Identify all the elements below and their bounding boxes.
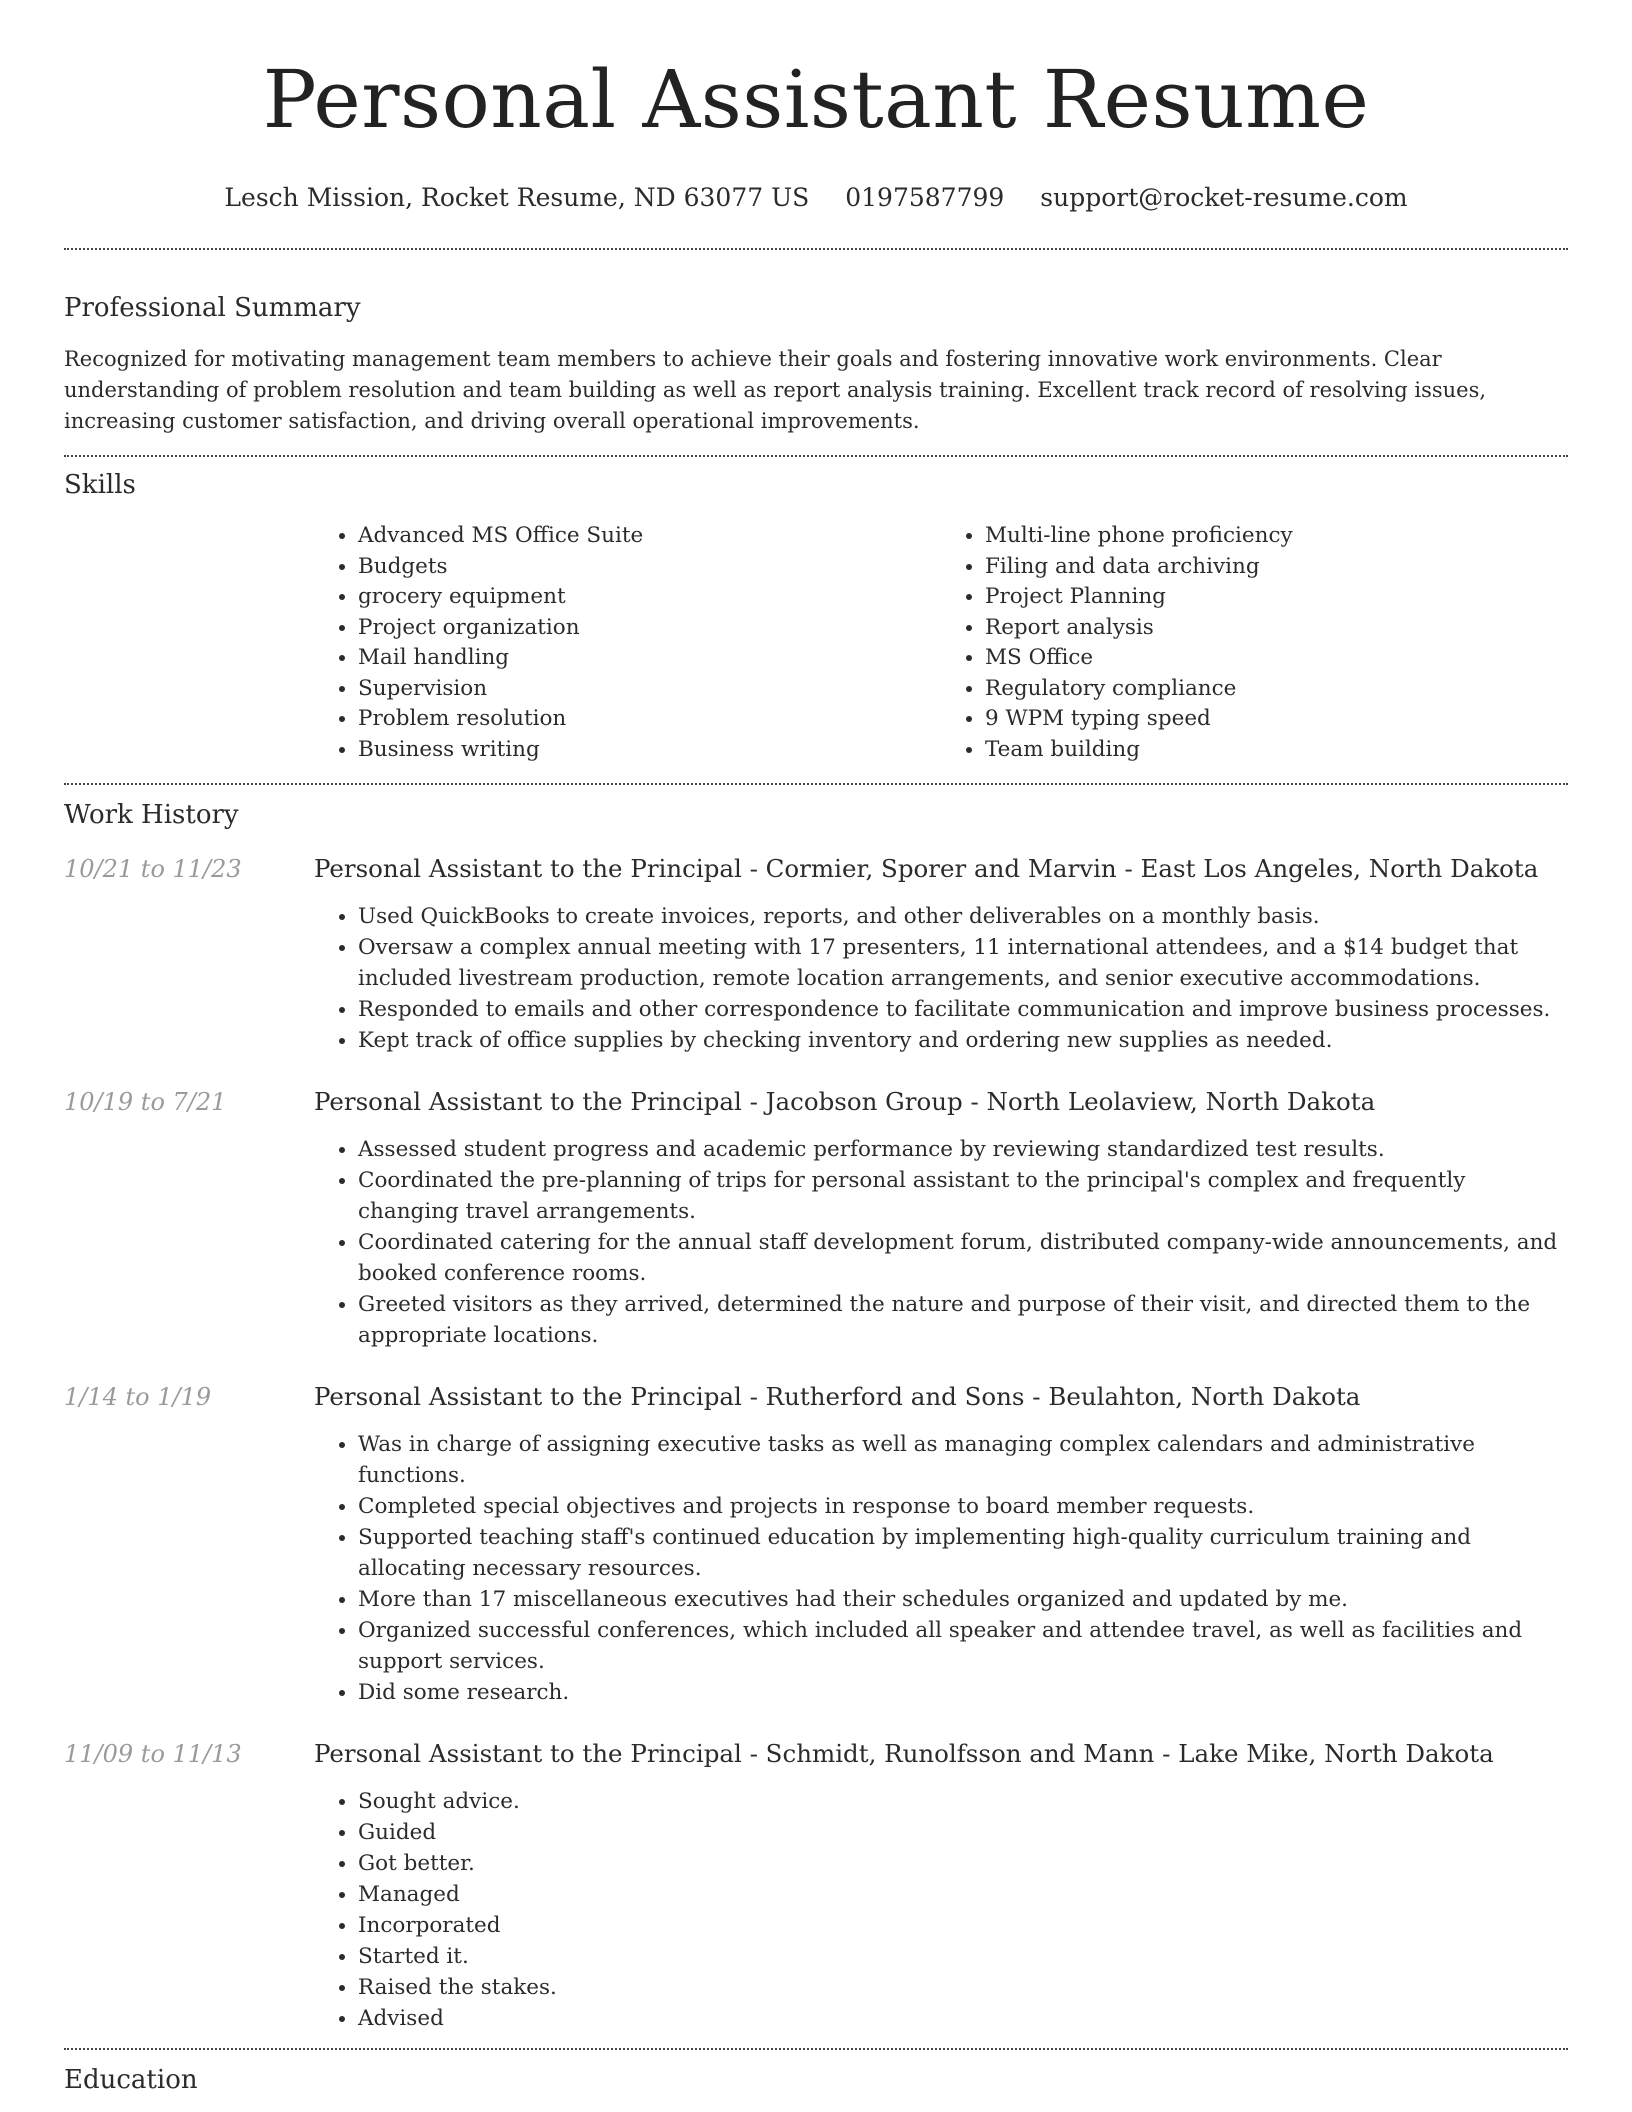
job-details <box>314 1381 1568 1708</box>
list-item: • Coordinated catering for the annual staff development forum, distributed company-wide announcements, and booked conference rooms. <box>358 1227 1568 1289</box>
list-item: • Kept track of office supplies by checking inventory and ordering new supplies as needed. <box>358 1025 1568 1056</box>
list-item: • Sought advice. <box>358 1786 1568 1817</box>
list-item: • Greeted visitors as they arrived, determined the nature and purpose of their visit, and directed them to the appropriate locations. <box>358 1289 1568 1351</box>
job-title: Personal Assistant to the Principal - Rutherford and Sons - Beulahton, North Dakota <box>314 1382 1361 1411</box>
contact-line <box>64 182 1568 214</box>
list-item: • Mail handling <box>358 643 941 674</box>
section-divider <box>64 783 1568 785</box>
job-bullets <box>314 901 1568 1056</box>
job-entry <box>64 853 1568 1056</box>
list-item: • Completed special objectives and projects in response to board member requests. <box>358 1491 1568 1522</box>
list-item: • Managed <box>358 1879 1568 1910</box>
list-item: • grocery equipment <box>358 582 941 613</box>
list-item: • More than 17 miscellaneous executives had their schedules organized and updated by me. <box>358 1584 1568 1615</box>
list-item: • Supported teaching staff's continued education by implementing high-quality curriculum training and allocating necessary resources. <box>358 1522 1568 1584</box>
list-item: • Responded to emails and other correspondence to facilitate communication and improve business processes. <box>358 994 1568 1025</box>
job-title: Personal Assistant to the Principal - Cormier, Sporer and Marvin - East Los Angeles, North Dakota <box>314 854 1539 883</box>
work-history-list <box>64 853 1568 2034</box>
summary-text: Recognized for motivating management team members to achieve their goals and fostering innovative work environments. Clear understanding of problem resolution and team building as well as report analysis training. Excellent track record of resolving issues, increasing customer satisfaction, and driving overall operational improvements. <box>64 347 1487 433</box>
job-dates: 10/21 to 11/23 <box>64 855 242 883</box>
job-dates: 11/09 to 11/13 <box>64 1740 242 1768</box>
section-divider <box>64 455 1568 457</box>
list-item: • Used QuickBooks to create invoices, reports, and other deliverables on a monthly basis. <box>358 901 1568 932</box>
education-heading: Education <box>64 2065 198 2095</box>
list-item: • Advanced MS Office Suite <box>358 521 941 552</box>
list-item: • Did some research. <box>358 1677 1568 1708</box>
list-item: • Regulatory compliance <box>985 674 1568 705</box>
skills-heading: Skills <box>64 470 136 500</box>
page-title: Personal Assistant Resume <box>262 53 1370 146</box>
job-title: Personal Assistant to the Principal - Schmidt, Runolfsson and Mann - Lake Mike, North Dakota <box>314 1739 1494 1768</box>
list-item: • Got better. <box>358 1848 1568 1879</box>
list-item: • Supervision <box>358 674 941 705</box>
list-item: • Project Planning <box>985 582 1568 613</box>
summary-heading: Professional Summary <box>64 293 361 323</box>
list-item: • Problem resolution <box>358 704 941 735</box>
list-item: • 9 WPM typing speed <box>985 704 1568 735</box>
skills-columns <box>314 521 1568 765</box>
job-entry <box>64 1381 1568 1708</box>
job-bullets <box>314 1786 1568 2034</box>
section-divider <box>64 248 1568 250</box>
list-item: • Raised the stakes. <box>358 1972 1568 2003</box>
skills-list-left <box>314 521 941 765</box>
list-item: • Project organization <box>358 613 941 644</box>
job-entry <box>64 1086 1568 1351</box>
job-details <box>314 853 1568 1056</box>
section-divider <box>64 2048 1568 2050</box>
contact-address: Lesch Mission, Rocket Resume, ND 63077 US <box>224 183 810 212</box>
job-title: Personal Assistant to the Principal - Jacobson Group - North Leolaview, North Dakota <box>314 1087 1376 1116</box>
job-entry <box>64 1738 1568 2034</box>
job-bullets <box>314 1429 1568 1708</box>
list-item: • Guided <box>358 1817 1568 1848</box>
list-item: • Oversaw a complex annual meeting with 17 presenters, 11 international attendees, and a $14 budget that included livestream production, remote location arrangements, and senior executive accommodations. <box>358 932 1568 994</box>
list-item: • Assessed student progress and academic performance by reviewing standardized test results. <box>358 1134 1568 1165</box>
list-item: • Budgets <box>358 552 941 583</box>
contact-phone: 0197587799 <box>845 183 1005 212</box>
list-item: • Incorporated <box>358 1910 1568 1941</box>
list-item: • MS Office <box>985 643 1568 674</box>
job-bullets <box>314 1134 1568 1351</box>
work-history-heading: Work History <box>64 800 239 830</box>
list-item: • Advised <box>358 2003 1568 2034</box>
list-item: • Multi-line phone proficiency <box>985 521 1568 552</box>
list-item: • Organized successful conferences, which included all speaker and attendee travel, as well as facilities and support services. <box>358 1615 1568 1677</box>
skills-list-right <box>941 521 1568 765</box>
list-item: • Team building <box>985 735 1568 766</box>
job-details <box>314 1738 1568 2034</box>
list-item: • Filing and data archiving <box>985 552 1568 583</box>
job-dates: 10/19 to 7/21 <box>64 1088 227 1116</box>
list-item: • Was in charge of assigning executive tasks as well as managing complex calendars and administrative functions. <box>358 1429 1568 1491</box>
list-item: • Business writing <box>358 735 941 766</box>
contact-email: support@rocket-resume.com <box>1040 183 1408 212</box>
job-details <box>314 1086 1568 1351</box>
list-item: • Report analysis <box>985 613 1568 644</box>
job-dates: 1/14 to 1/19 <box>64 1383 212 1411</box>
list-item: • Coordinated the pre-planning of trips for personal assistant to the principal's complex and frequently changing travel arrangements. <box>358 1165 1568 1227</box>
list-item: • Started it. <box>358 1941 1568 1972</box>
